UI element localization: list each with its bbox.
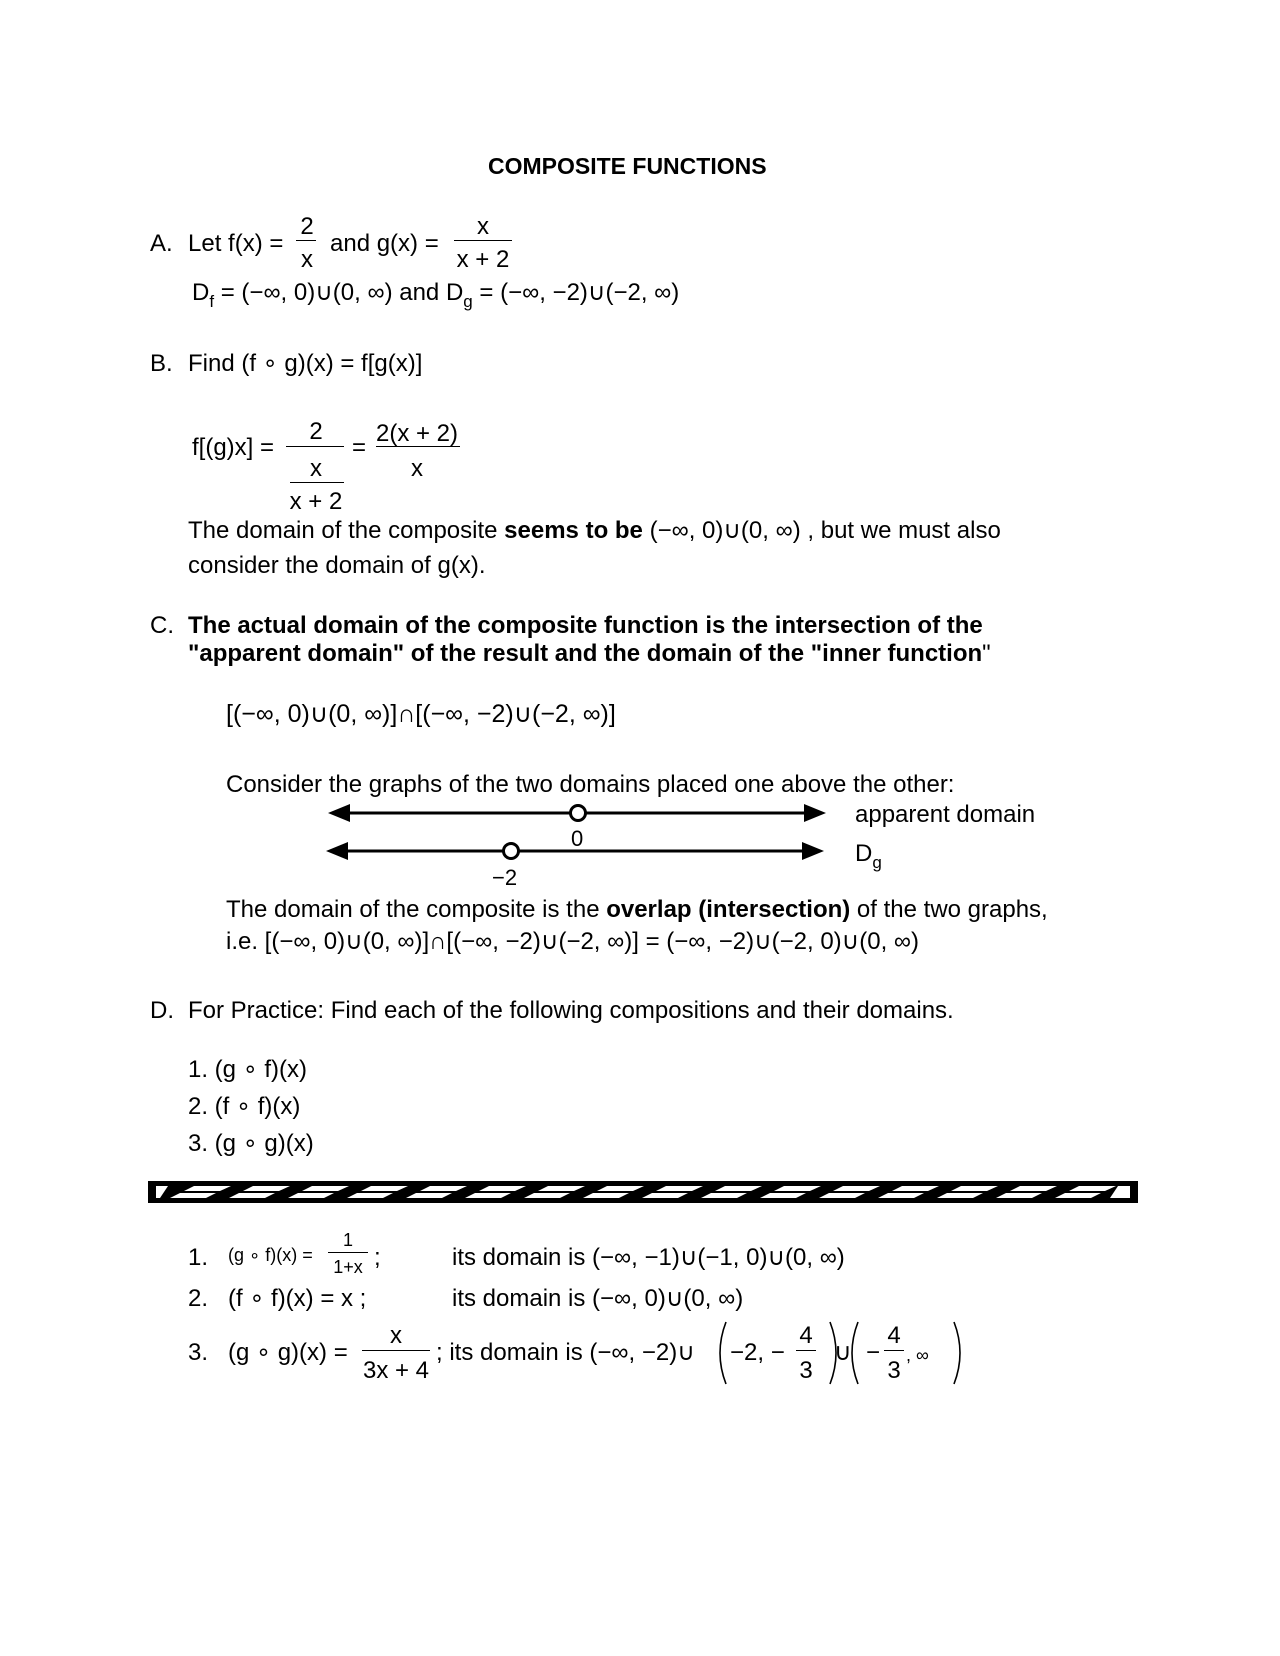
answer-3-frac2-bar: [884, 1350, 904, 1351]
open-circle-neg2: [504, 844, 519, 859]
f-denominator: x: [301, 246, 313, 273]
decorative-divider: [148, 1181, 1138, 1203]
answer-3-fraction-bar: [362, 1350, 430, 1351]
actual-domain-line2: [188, 642, 991, 666]
number-line-diagram: [0, 790, 1280, 910]
g-numerator: x: [477, 213, 489, 240]
outer-fraction-bar: [286, 446, 344, 447]
answer-3-infinity: , ∞: [906, 1345, 929, 1365]
answer-3-frac2-denominator: 3: [887, 1357, 901, 1384]
overlap-text-bold: overlap (intersection): [606, 896, 851, 923]
actual-domain-line1: The actual domain of the composite function is the intersection of the: [188, 612, 983, 639]
let-text: Let f(x) =: [188, 230, 284, 257]
overlap-line: [226, 898, 1048, 922]
answer-1-denominator: 1+x: [333, 1257, 363, 1277]
domain-seems-line: [188, 519, 1001, 543]
answer-3-label: 3.: [188, 1339, 209, 1366]
answer-3-denominator: 3x + 4: [362, 1357, 430, 1384]
answer-1-domain: its domain is (−∞, −1)∪(−1, 0)∪(0, ∞): [452, 1244, 845, 1271]
answer-3-interval2-minus: −: [866, 1339, 881, 1366]
section-a-marker: A.: [150, 230, 173, 257]
answer-3-frac1-numerator: 4: [799, 1322, 813, 1349]
section-c-marker: C.: [150, 612, 174, 639]
domain-d-letter: D: [192, 279, 210, 306]
tick-zero-label: 0: [571, 826, 584, 851]
inner-denominator: x + 2: [289, 488, 343, 515]
answer-3-frac1-denominator: 3: [799, 1357, 813, 1384]
equals-sign: =: [352, 434, 367, 461]
practice-item-2: 2. (f ∘ f)(x): [188, 1093, 301, 1120]
dg-label-d: D: [855, 840, 873, 867]
answer-3-numerator: x: [390, 1322, 402, 1349]
and-g-text: and g(x) =: [330, 230, 439, 257]
result-fraction-bar: [376, 446, 460, 447]
apparent-domain-line: [328, 804, 826, 822]
tick-neg2-label: −2: [492, 865, 518, 890]
answer-1-semicolon: ;: [374, 1244, 381, 1271]
answer-1-numerator: 1: [342, 1230, 353, 1250]
seems-text-c: (−∞, 0)∪(0, ∞) , but we must also: [642, 517, 1001, 544]
domain-f-text: = (−∞, 0)∪(0, ∞) and D: [220, 279, 464, 306]
overlap-text-c: of the two graphs,: [850, 896, 1048, 923]
find-text: Find (f ∘ g)(x) = f[g(x)]: [188, 350, 423, 377]
composite-lhs: f[(g)x] =: [192, 434, 275, 461]
practice-item-1: 1. (g ∘ f)(x): [188, 1056, 308, 1083]
answer-3-cup: ∪: [834, 1339, 852, 1366]
page-title: COMPOSITE FUNCTIONS: [488, 153, 767, 179]
section-d-marker: D.: [150, 997, 174, 1024]
consider-g-line: consider the domain of g(x).: [188, 552, 486, 579]
intersection-expression: [(−∞, 0)∪(0, ∞)]∩[(−∞, −2)∪(−2, ∞)]: [226, 700, 616, 728]
domain-sub-f: f: [209, 292, 215, 311]
answer-3-frac1-bar: [796, 1350, 816, 1351]
outer-numerator: 2: [309, 418, 323, 445]
seems-text-bold: seems to be: [504, 517, 643, 544]
practice-intro: For Practice: Find each of the following compositions and their domains.: [188, 997, 954, 1024]
answer-1-label: 1.: [188, 1244, 209, 1271]
overlap-text-a: The domain of the composite is the: [226, 896, 607, 923]
inner-fraction-bar: [290, 482, 344, 483]
dg-label: [855, 840, 882, 872]
domains-line: [192, 279, 680, 311]
answer-3-lhs: (g ∘ g)(x) =: [228, 1339, 348, 1366]
apparent-domain-label: apparent domain: [855, 801, 1036, 828]
domain-sub-g: g: [463, 292, 473, 311]
answer-3-domain-a: ; its domain is (−∞, −2)∪: [436, 1339, 695, 1366]
seems-text-a: The domain of the composite: [188, 517, 505, 544]
practice-item-3: 3. (g ∘ g)(x): [188, 1130, 314, 1157]
result-numerator: 2(x + 2): [375, 420, 459, 447]
inner-numerator: x: [310, 455, 322, 482]
consider-graphs-text: Consider the graphs of the two domains placed one above the other:: [226, 771, 955, 798]
result-denominator: x: [411, 455, 423, 482]
answer-1-lhs: (g ∘ f)(x) =: [228, 1245, 313, 1265]
f-numerator: 2: [300, 213, 314, 240]
g-denominator: x + 2: [456, 246, 510, 273]
section-b-marker: B.: [150, 350, 173, 377]
answer-3-frac2-numerator: 4: [887, 1322, 901, 1349]
answer-2-domain: its domain is (−∞, 0)∪(0, ∞): [452, 1285, 744, 1312]
ie-line: i.e. [(−∞, 0)∪(0, ∞)]∩[(−∞, −2)∪(−2, ∞)] = (−∞, −2)∪(−2, 0)∪(0, ∞): [226, 928, 920, 955]
actual-domain-line2-bold: "apparent domain" of the result and the domain of the "inner function: [188, 640, 983, 667]
domain-g-text: = (−∞, −2)∪(−2, ∞): [479, 279, 680, 306]
answer-3-interval1-text: −2, −: [730, 1339, 785, 1366]
dg-label-sub: g: [872, 853, 882, 872]
open-circle-zero: [571, 806, 586, 821]
answer-2-expr: (f ∘ f)(x) = x ;: [228, 1285, 367, 1312]
closing-quote: ": [982, 640, 991, 667]
g-fraction-bar: [454, 240, 512, 241]
f-fraction-bar: [296, 240, 316, 241]
answer-1-fraction-bar: [328, 1252, 368, 1253]
answer-2-label: 2.: [188, 1285, 209, 1312]
